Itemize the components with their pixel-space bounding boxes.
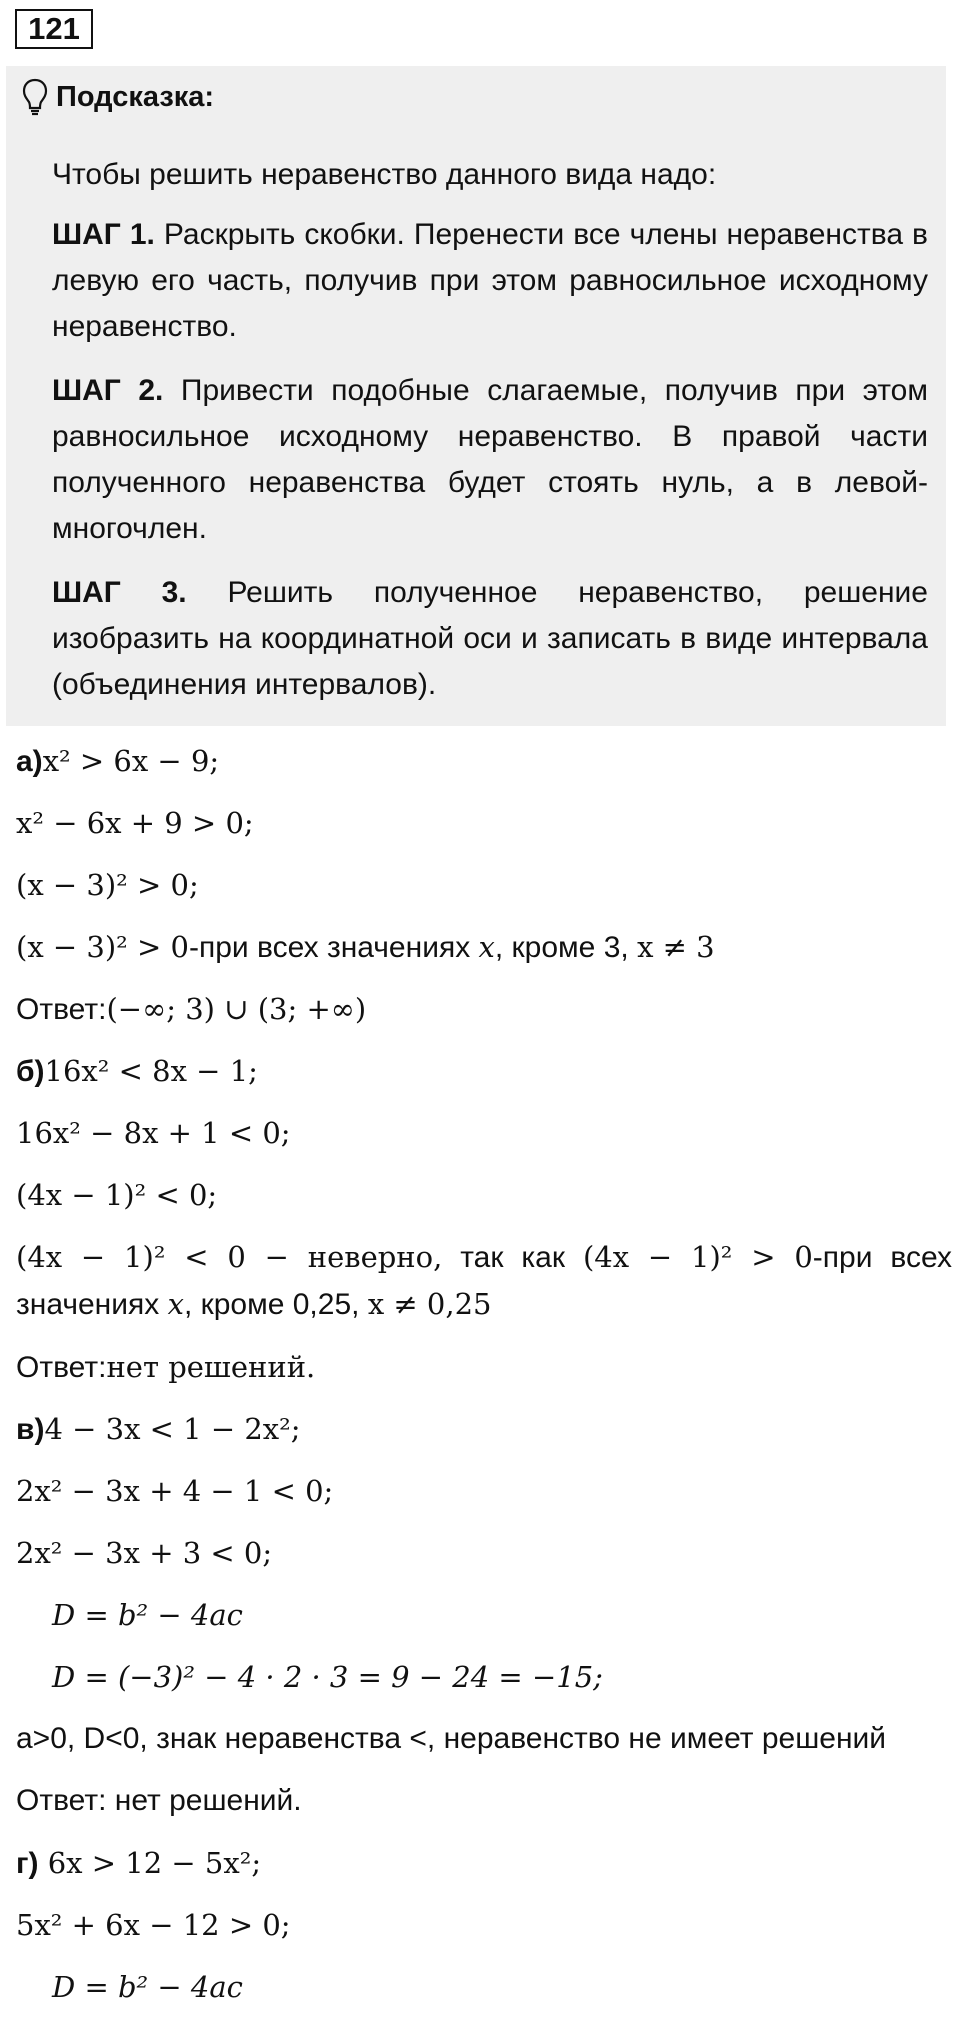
- part-b-answer: [16, 1336, 952, 1398]
- step-text: Решить полученное неравенство, решение изобразить на координатной оси и записать в виде интервала (объединения интервалов).: [52, 576, 928, 701]
- text: -при всех значениях: [16, 1241, 953, 1321]
- math: 4 − 3x < 1 − 2x²;: [44, 1412, 301, 1446]
- answer: нет решений.: [106, 1350, 316, 1384]
- answer: (−∞; 3) ∪ (3; +∞): [106, 992, 367, 1026]
- part-a-answer: [16, 978, 952, 1040]
- variable: x: [167, 1287, 184, 1321]
- answer-label: Ответ:: [16, 1351, 107, 1384]
- math: 5x² + 6x − 12 > 0;: [16, 1908, 291, 1942]
- hint-intro: Чтобы решить неравенство данного вида надо:: [52, 158, 717, 191]
- math: (4x − 1)² > 0: [582, 1240, 813, 1274]
- math: (4x − 1)² < 0 − неверно,: [16, 1240, 443, 1274]
- part-a-line-1: [16, 730, 952, 792]
- hint-step-2: [52, 368, 928, 552]
- step-text: Привести подобные слагаемые, получив при этом равносильное исходному неравенство. В правой части полученного неравенства будет стоять нуль, а в левой- многочлен.: [52, 374, 928, 545]
- part-v-line-1: [16, 1398, 952, 1460]
- math: D = b² − 4ac: [52, 1970, 243, 2004]
- math: D = (−3)² − 4 · 2 · 3 = 9 − 24 = −15;: [52, 1660, 603, 1694]
- part-label: б): [16, 1055, 45, 1088]
- math: D = b² − 4ac: [52, 1598, 243, 1632]
- math: x² − 6x + 9 > 0;: [16, 806, 254, 840]
- part-v-line-3: [16, 1522, 952, 1584]
- step-label: ШАГ 2.: [52, 374, 164, 407]
- math: x² > 6x − 9;: [42, 744, 220, 778]
- task-number: 121: [15, 9, 93, 49]
- part-b-line-4: [16, 1226, 952, 1336]
- part-label: г): [16, 1847, 39, 1880]
- part-v-discriminant-value: [16, 1646, 952, 1708]
- part-b-line-3: [16, 1164, 952, 1226]
- part-g-discriminant-formula: [16, 1956, 952, 2018]
- step-label: ШАГ 1.: [52, 218, 155, 251]
- part-a-line-4: [16, 916, 952, 978]
- hint-header: [22, 78, 214, 116]
- variable: x: [478, 930, 495, 964]
- math: x ≠ 3: [637, 930, 715, 964]
- text: , кроме 0,25,: [183, 1288, 368, 1321]
- step-label: ШАГ 3.: [52, 576, 187, 609]
- hint-step-3: [52, 570, 928, 708]
- math: (x − 3)² > 0;: [16, 868, 199, 902]
- math: (4x − 1)² < 0;: [16, 1178, 218, 1212]
- math: 2x² − 3x + 4 − 1 < 0;: [16, 1474, 334, 1508]
- text: , кроме 3,: [494, 931, 638, 964]
- hint-body: [52, 152, 928, 726]
- part-g-line-1: [16, 1832, 952, 1894]
- part-v-note: a>0, D<0, знак неравенства <, неравенство не имеет решений: [16, 1722, 887, 1755]
- step-text: Раскрыть скобки. Перенести все члены неравенства в левую его часть, получив при этом равносильное исходному неравенство.: [52, 218, 928, 343]
- math: x ≠ 0,25: [367, 1287, 492, 1321]
- math: 16x² − 8x + 1 < 0;: [16, 1116, 291, 1150]
- math: (x − 3)² > 0: [16, 930, 189, 964]
- part-g-line-2: [16, 1894, 952, 1956]
- text: -при всех значениях: [188, 931, 479, 964]
- math: 16x² < 8x − 1;: [44, 1054, 258, 1088]
- answer-label: Ответ:: [16, 993, 107, 1026]
- hint-step-1: [52, 212, 928, 350]
- solution: [16, 730, 952, 2018]
- part-label: в): [16, 1413, 45, 1446]
- part-v-line-2: [16, 1460, 952, 1522]
- hint-title: Подсказка:: [56, 80, 215, 113]
- part-label: а): [16, 745, 43, 778]
- math: 2x² − 3x + 3 < 0;: [16, 1536, 273, 1570]
- text: так как: [442, 1241, 583, 1274]
- hint-box: [6, 66, 946, 726]
- lightbulb-icon: [22, 78, 48, 116]
- part-a-line-3: [16, 854, 952, 916]
- part-a-line-2: [16, 792, 952, 854]
- part-v-answer: Ответ: нет решений.: [16, 1784, 302, 1817]
- part-b-line-2: [16, 1102, 952, 1164]
- part-v-discriminant-formula: [16, 1584, 952, 1646]
- part-b-line-1: [16, 1040, 952, 1102]
- math: 6x > 12 − 5x²;: [38, 1846, 262, 1880]
